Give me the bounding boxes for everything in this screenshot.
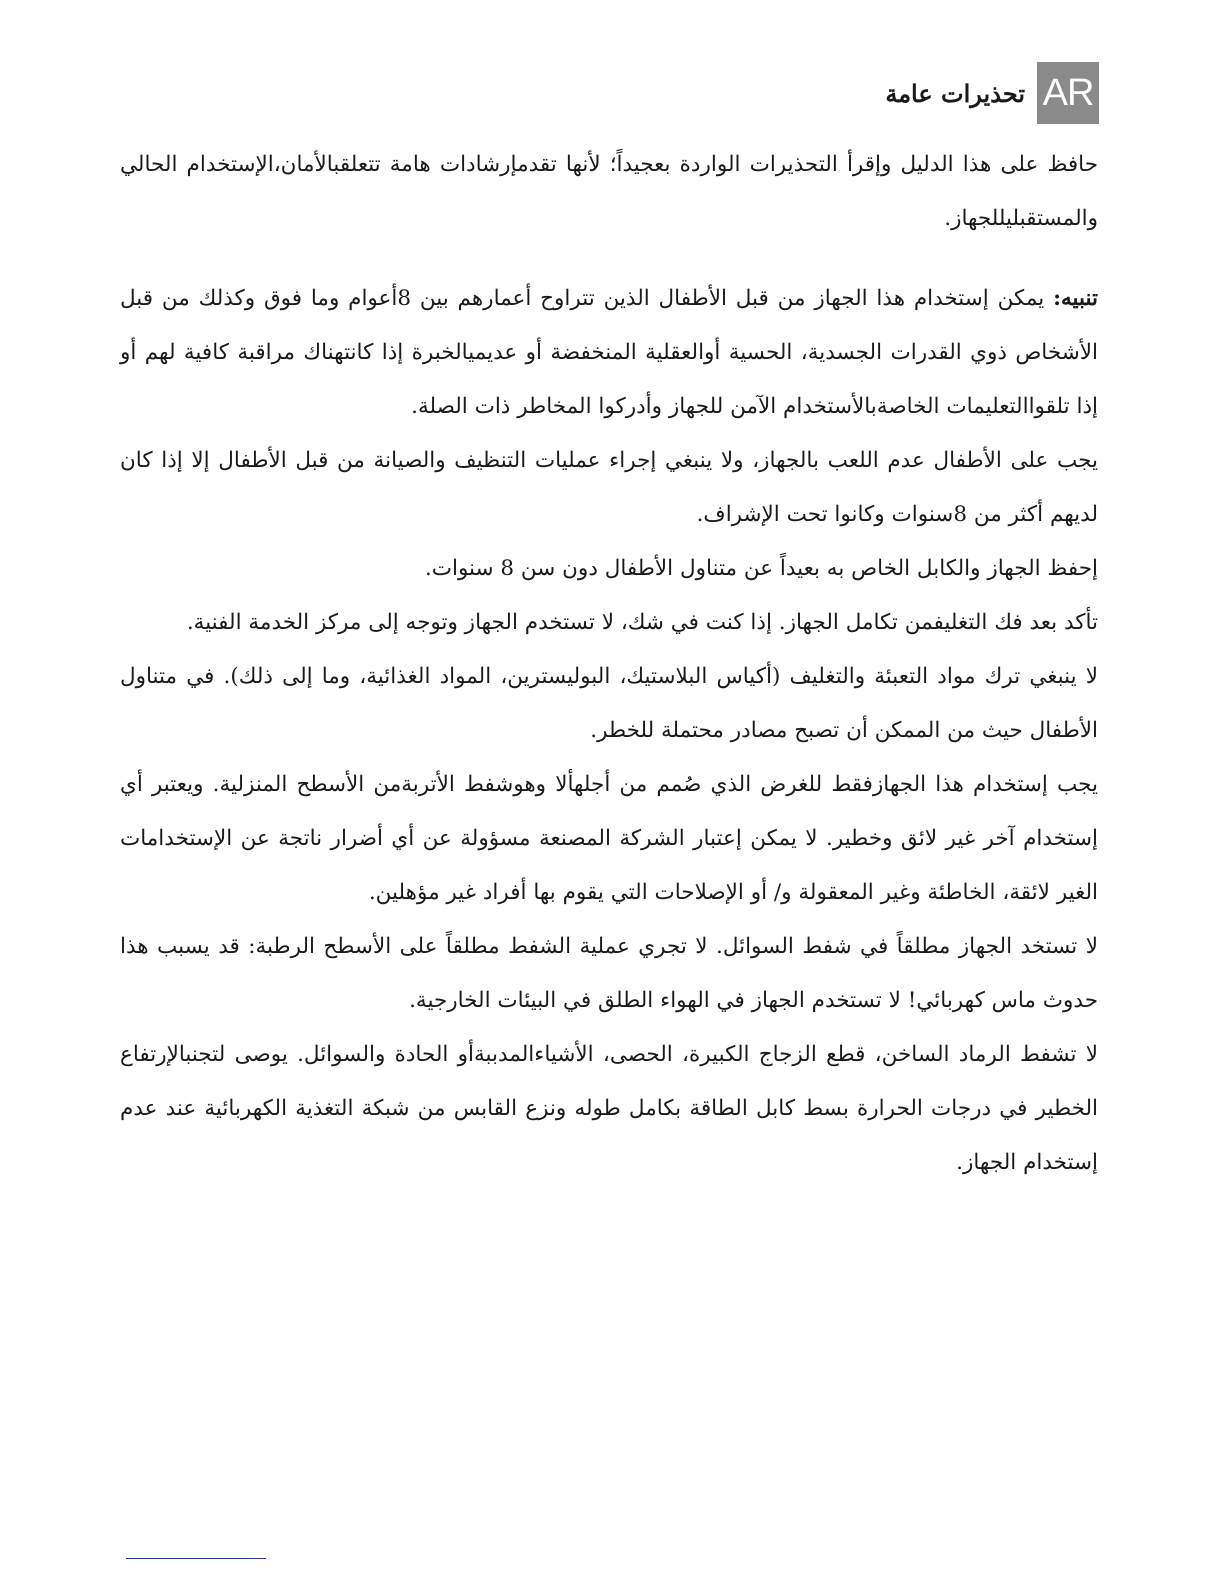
hazardous-items-paragraph: لا تشفط الرماد الساخن، قطع الزجاج الكبيرة، الحصى، الأشياءالمدببةأو الحادة والسوائل. يوصى لتجنبالإرتفاع الخطير في درجات الحرارة بسط كابل الطاقة بكامل طوله ونزع القابس من شبكة التغذية الكهربائية عند عدم إستخدام الجهاز. xyxy=(120,1042,1098,1175)
intended-use-paragraph: يجب إستخدام هذا الجهازفقط للغرض الذي صُمم من أجلهألا وهوشفط الأتربةمن الأسطح المنزلية. ويعتبر أي إستخدام آخر غير لائق وخطير. لا يمكن إعتبار الشركة المصنعة مسؤولة عن أي أضرار ناتجة عن الإستخدامات الغير لائقة، الخاطئة وغير المعقولة و/ أو الإصلاحات التي يقوم بها أفراد غير مؤهلين. xyxy=(120,772,1098,905)
keep-away-paragraph: إحفظ الجهاز والكابل الخاص به بعيداً عن متناول الأطفال دون سن 8 سنوات. xyxy=(424,556,1098,581)
language-badge: AR xyxy=(1037,62,1099,124)
caution-label: تنبيه: xyxy=(1053,286,1099,311)
section-title: تحذيرات عامة xyxy=(885,78,1025,108)
liquids-warning-paragraph: لا تستخد الجهاز مطلقاً في شفط السوائل. لا تجري عملية الشفط مطلقاً على الأسطح الرطبة: قد يسبب هذا حدوث ماس كهربائي! لا تستخدم الجهاز في الهواء الطلق في البيئات الخارجية. xyxy=(120,934,1098,1013)
caution-text: يمكن إستخدام هذا الجهاز من قبل الأطفال الذين تتراوح أعمارهم بين 8أعوام وما فوق وكذلك من قبل الأشخاص ذوي القدرات الجسدية، الحسية أوالعقلية المنخفضة أو عديميالخبرة إذا كانتهناك مراقبة كافية لهم أو إذا تلقواالتعليمات الخاصةبالأستخدام الآمن للجهاز وأدركوا المخاطر ذات الصلة. xyxy=(120,286,1098,419)
packaging-paragraph: لا ينبغي ترك مواد التعبئة والتغليف (أكياس البلاستيك، البوليسترين، المواد الغذائية، وما إلى ذلك). في متناول الأطفال حيث من الممكن أن تصبح مصادر محتملة للخطر. xyxy=(120,664,1098,743)
intro-paragraph: حافظ على هذا الدليل وإقرأ التحذيرات الواردة بعجيداً؛ لأنها تقدمإرشادات هامة تتعلقبالأمان،الإستخدام الحالي والمستقبليللجهاز. xyxy=(120,152,1098,231)
section-header xyxy=(885,62,1099,124)
children-play-paragraph: يجب على الأطفال عدم اللعب بالجهاز، ولا ينبغي إجراء عمليات التنظيف والصيانة من قبل الأطفال إلا إذا كان لديهم أكثر من 8سنوات وكانوا تحت الإشراف. xyxy=(120,448,1098,527)
caution-paragraph xyxy=(120,272,1098,434)
footnote-divider xyxy=(126,1558,266,1559)
body-text xyxy=(120,138,1098,1190)
unpacking-paragraph: تأكد بعد فك التغليفمن تكامل الجهاز. إذا كنت في شك، لا تستخدم الجهاز وتوجه إلى مركز الخدمة الفنية. xyxy=(186,610,1098,635)
